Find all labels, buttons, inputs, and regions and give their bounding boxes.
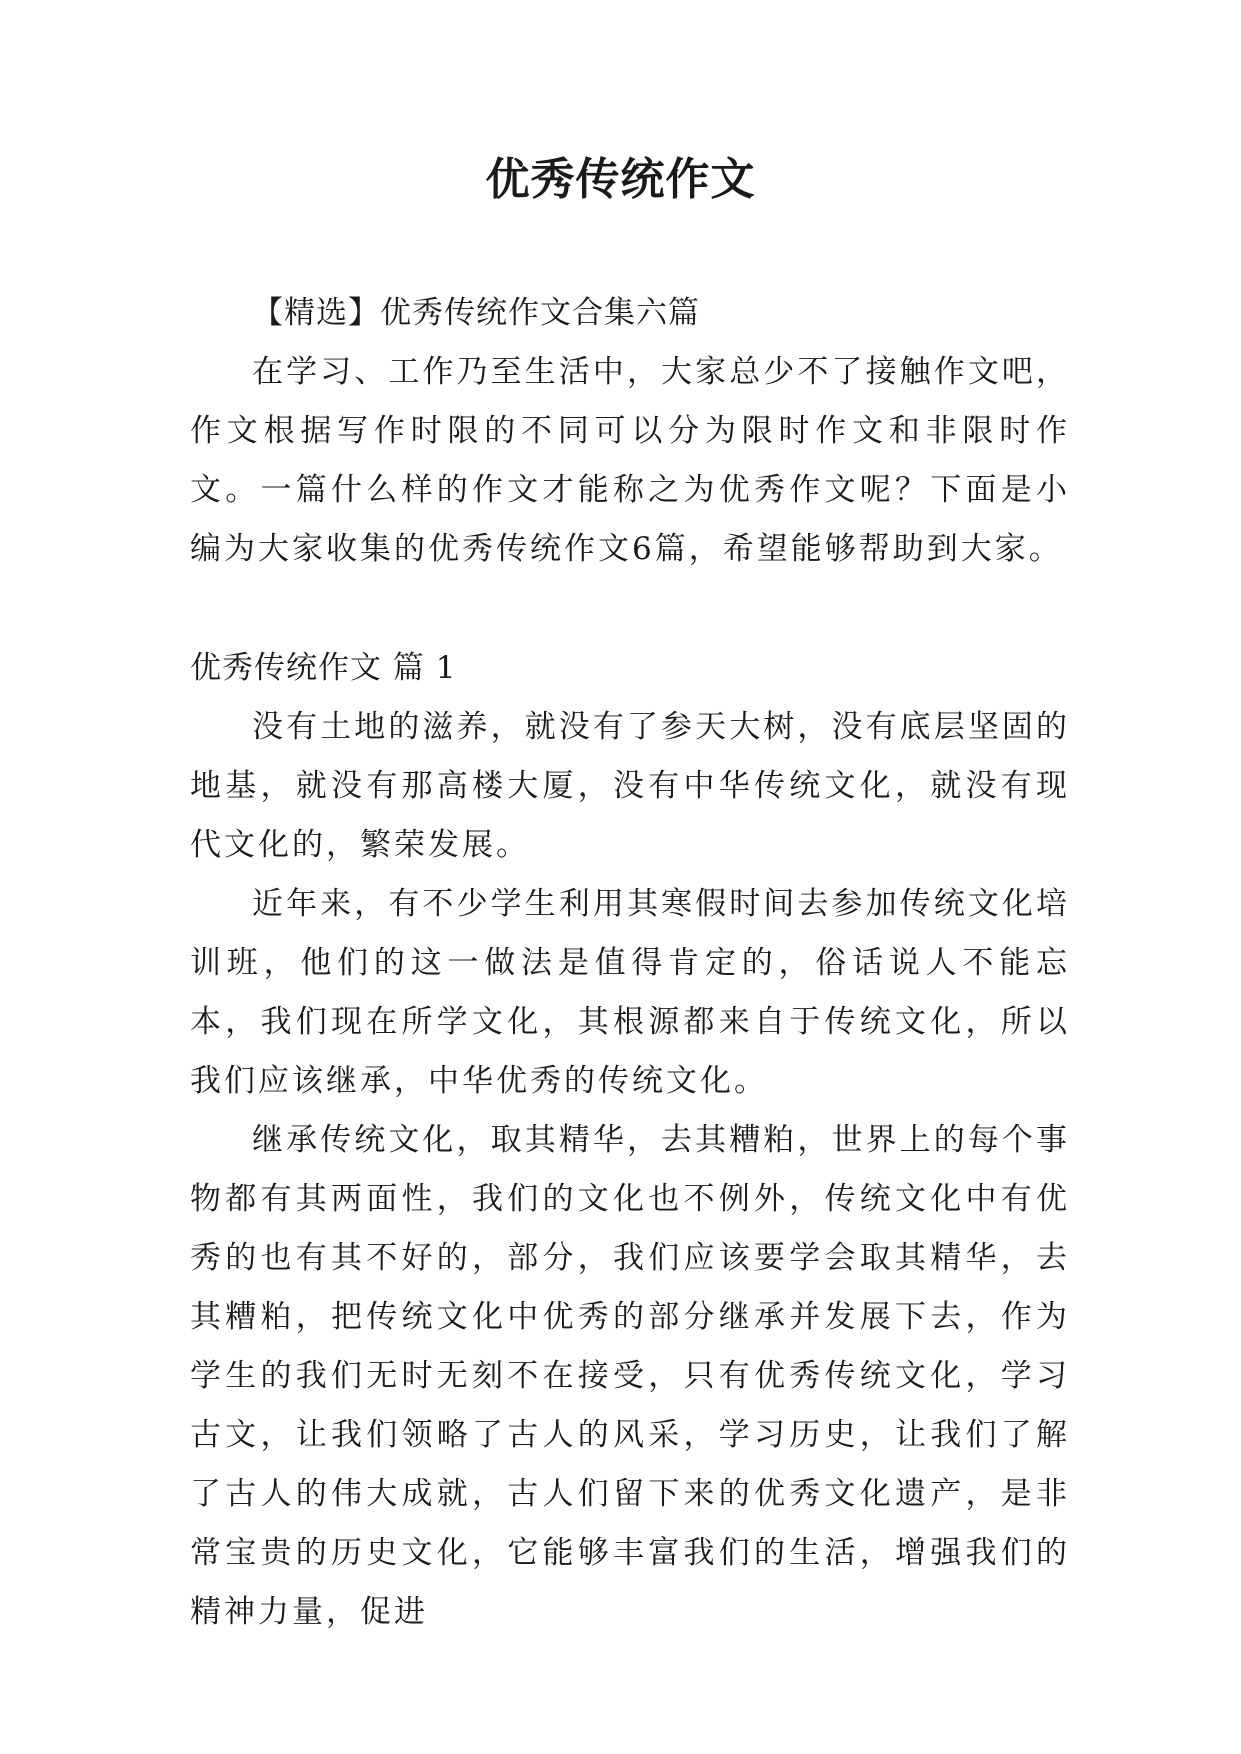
document-body (190, 284, 1070, 1642)
body-paragraph: 没有土地的滋养，就没有了参天大树，没有底层坚固的地基，就没有那高楼大厦，没有中华传统文化，就没有现代文化的，繁荣发展。 (190, 709, 1070, 863)
section-heading: 优秀传统作文 篇 1 (190, 650, 457, 686)
section-1 (190, 639, 1070, 1642)
intro-paragraph: 在学习、工作乃至生活中，大家总少不了接触作文吧，作文根据写作时限的不同可以分为限时作文和非限时作文。一篇什么样的作文才能称之为优秀作文呢？下面是小编为大家收集的优秀传统作文6篇，希望能够帮助到大家。 (190, 354, 1070, 567)
body-paragraph: 近年来，有不少学生利用其寒假时间去参加传统文化培训班，他们的这一做法是值得肯定的，俗话说人不能忘本，我们现在所学文化，其根源都来自于传统文化，所以我们应该继承，中华优秀的传统文化。 (190, 886, 1070, 1099)
document-subtitle: 【精选】优秀传统作文合集六篇 (252, 295, 700, 331)
document-title: 优秀传统作文 (485, 154, 756, 205)
body-paragraph: 继承传统文化，取其精华，去其糟粕，世界上的每个事物都有其两面性，我们的文化也不例外，传统文化中有优秀的也有其不好的，部分，我们应该要学会取其精华，去其糟粕，把传统文化中优秀的部分继承并发展下去，作为学生的我们无时无刻不在接受，只有优秀传统文化，学习古文，让我们领略了古人的风采，学习历史，让我们了解了古人的伟大成就，古人们留下来的优秀文化遗产，是非常宝贵的历史文化，它能够丰富我们的生活，增强我们的精神力量，促进 (190, 1122, 1070, 1630)
